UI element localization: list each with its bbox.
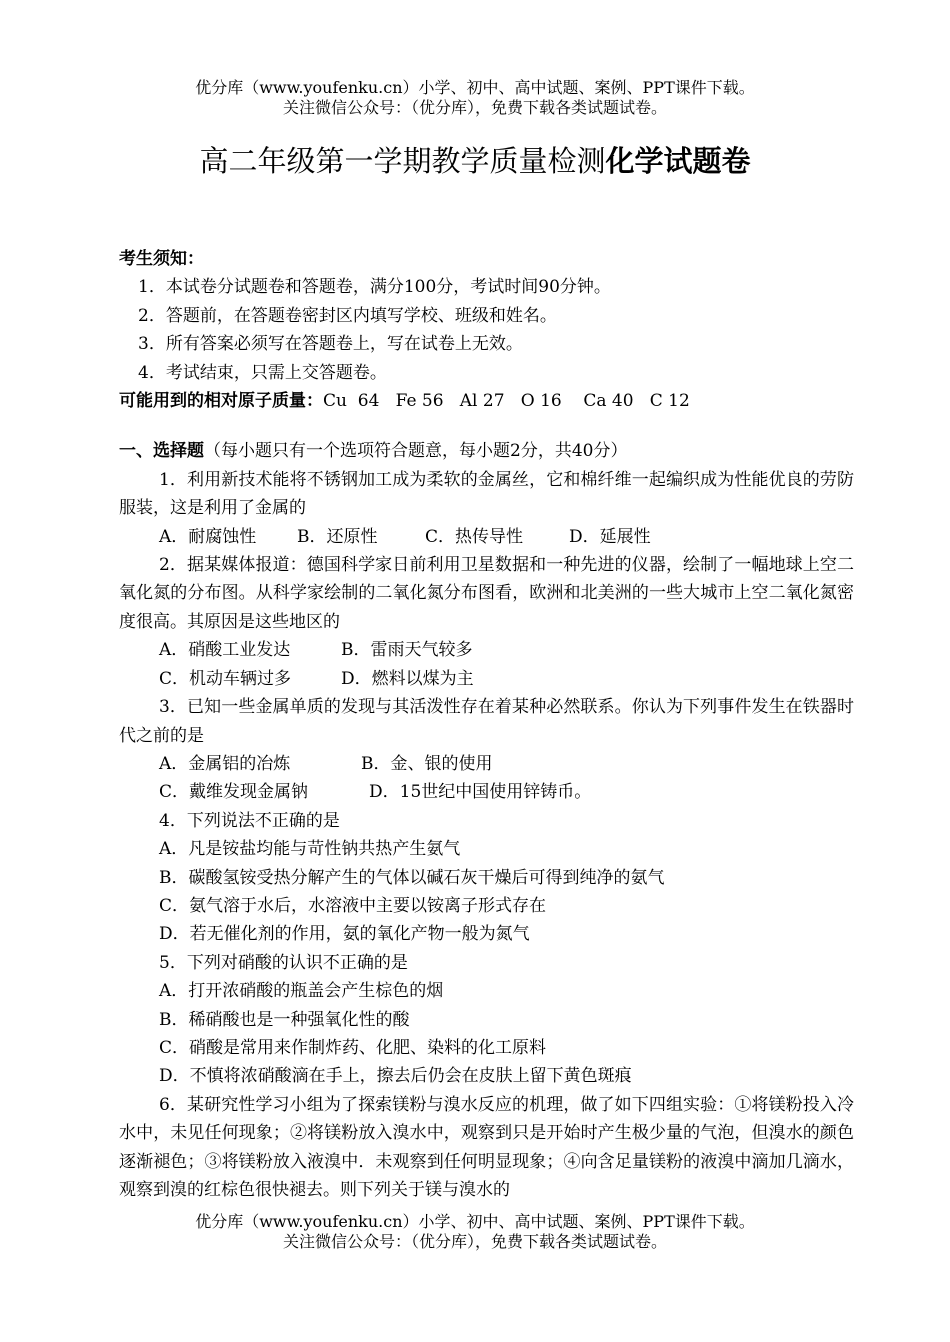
notice-heading: 考生须知： <box>119 249 204 269</box>
q5-option-a: A．打开浓硝酸的瓶盖会产生棕色的烟 <box>159 981 444 1002</box>
q4-option-b: B．碳酸氢铵受热分解产生的气体以碱石灰干燥后可得到纯净的氨气 <box>159 867 665 888</box>
header-line-2: 关注微信公众号：（优分库），免费下载各类试题试卷。 <box>282 98 667 117</box>
q1-option-c: C．热传导性 <box>425 526 524 547</box>
section-1-note: （每小题只有一个选项符合题意，每小题2分，共40分） <box>204 441 628 462</box>
section-1-title: 一、选择题 <box>119 441 204 462</box>
notice-item-2: 2．答题前，在答题卷密封区内填写学校、班级和姓名。 <box>138 305 557 326</box>
question-5-stem <box>119 949 854 977</box>
question-3-options-row-2 <box>119 778 854 806</box>
q5-emphasis-2: 正 · <box>340 949 357 977</box>
atomic-mass-values: Cu 64 Fe 56 Al 27 O 16 Ca 40 C 12 <box>323 391 690 412</box>
q5-option-b: B．稀硝酸也是一种强氧化性的酸 <box>159 1009 410 1030</box>
notice-item-1: 1．本试卷分试题卷和答题卷，满分100分，考试时间90分钟。 <box>138 277 611 298</box>
notice-item-3: 3．所有答案必须写在答题卷上，写在试卷上无效。 <box>138 334 523 355</box>
question-2-stem: 2．据某媒体报道：德国科学家日前利用卫星数据和一种先进的仪器，绘制了一幅地球上空二氧化氮的分布图。从科学家绘制的二氧化氮分布图看，欧洲和北美洲的一些大城市上空二氧化氮密度很高。其原因是这些地区的 <box>119 555 854 632</box>
question-1-options <box>119 523 854 551</box>
notice-item-4: 4．考试结束，只需上交答题卷。 <box>138 362 387 383</box>
q3-option-b: B．金、银的使用 <box>361 753 493 774</box>
q3-option-c: C．戴维发现金属钠 <box>159 782 309 803</box>
q4-option-c: C．氨气溶于水后，水溶液中主要以铵离子形式存在 <box>159 895 547 916</box>
q2-option-a: A．硝酸工业发达 <box>159 640 291 661</box>
section-1-heading <box>119 437 854 465</box>
question-4-stem: 4．下列说法不正确的是 <box>159 810 340 831</box>
q2-option-d: D．燃料以煤为主 <box>341 668 474 689</box>
page-title <box>0 143 950 179</box>
q4-option-a: A．凡是铵盐均能与苛性钠共热产生氨气 <box>159 839 461 860</box>
exam-content <box>119 245 854 1204</box>
q5-option-c: C．硝酸是常用来作制炸药、化肥、染料的化工原料 <box>159 1037 547 1058</box>
title-bold: 化学试题卷 <box>605 144 751 178</box>
question-3-stem: 3．已知一些金属单质的发现与其活泼性存在着某种必然联系。你认为下列事件发生在铁器时代之前的是 <box>119 697 854 746</box>
question-1-stem: 1．利用新技术能将不锈钢加工成为柔软的金属丝，它和棉纤维一起编织成为性能优良的劳防服装，这是利用了金属的 <box>119 469 854 519</box>
question-6-stem: 6．某研究性学习小组为了探索镁粉与溴水反应的机理，做了如下四组实验：①将镁粉投入冷水中，未见任何现象；②将镁粉放入溴水中，观察到只是开始时产生极少量的气泡，但溴水的颜色逐渐褪色；③将镁粉放入液溴中．未观察到任何明显现象；④向含足量镁粉的液溴中滴加几滴水，观察到溴的红棕色很快褪去。则下列关于镁与溴水的 <box>119 1094 854 1200</box>
atomic-mass-label: 可能用到的相对原子质量： <box>119 391 323 412</box>
q1-option-d: D．延展性 <box>569 526 651 547</box>
footer-line-2: 关注微信公众号：（优分库），免费下载各类试题试卷。 <box>282 1232 667 1251</box>
atomic-mass-line <box>119 387 854 415</box>
q5-option-d: D．不慎将浓硝酸滴在手上，擦去后仍会在皮肤上留下黄色斑痕 <box>159 1066 632 1087</box>
question-2-options-row-1 <box>119 636 854 664</box>
q5-stem-post: 确的是 <box>356 952 408 973</box>
header-line-1: 优分库（www.youfenku.cn）小学、初中、高中试题、案例、PPT课件下载。 <box>195 78 755 97</box>
q5-stem-pre: 5．下列对硝酸的认识 <box>159 952 323 973</box>
q1-option-a: A．耐腐蚀性 <box>159 526 257 547</box>
title-normal: 高二年级第一学期教学质量检测 <box>199 144 606 178</box>
footer-line-1: 优分库（www.youfenku.cn）小学、初中、高中试题、案例、PPT课件下载。 <box>195 1212 755 1231</box>
q3-option-a: A．金属铝的冶炼 <box>159 753 291 774</box>
question-3-options-row-1 <box>119 750 854 778</box>
question-2-options-row-2 <box>119 665 854 693</box>
q2-option-b: B．雷雨天气较多 <box>341 640 473 661</box>
q4-option-d: D．若无催化剂的作用，氨的氧化产物一般为氮气 <box>159 924 530 945</box>
q2-option-c: C．机动车辆过多 <box>159 668 292 689</box>
q3-option-d: D．15世纪中国使用锌铸币。 <box>369 782 592 803</box>
q1-option-b: B．还原性 <box>297 526 378 547</box>
q5-emphasis-1: 不 · <box>323 949 340 977</box>
